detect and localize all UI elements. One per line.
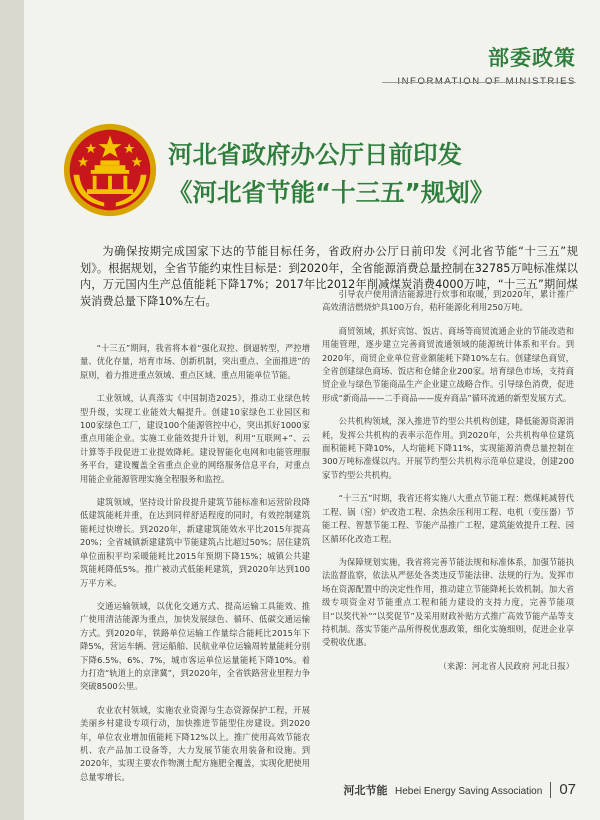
article-headline: [168, 136, 578, 212]
footer-publication-cn: 河北节能: [343, 783, 388, 797]
article-intro: 为确保按期完成国家下达的节能目标任务，省政府办公厅日前印发《河北省节能“十三五”规划》。根据规划，全省节能约束性目标是：到2020年，全省能源消费总量控制在32785万吨标准煤以内，万元国内生产总值能耗下降17%；2017年比2012年削减煤炭消费4000万吨，“十三五”期间煤炭消费总量下降10%左右。: [80, 245, 578, 308]
article-column-left: [80, 342, 310, 794]
section-title: 部委政策: [488, 46, 576, 70]
paragraph: 农业农村领域，实施农业资源与生态资源保护工程，开展美丽乡村建设专项行动，加快推进节能型住房建设。到2020年，单位农业增加值能耗下降12%以上。推广使用高效节能农机、农产品加工设备等，大力发展节能农用装备和设施。到2020年，实现主要农作物测土配方施肥全覆盖，实现化肥使用总量零增长。: [80, 704, 310, 782]
national-emblem-icon: [62, 122, 158, 218]
footer-publication-en: Hebei Energy Saving Association: [395, 785, 543, 797]
paragraph: 为保障规划实施，我省将完善节能法规和标准体系，加强节能执法监督监察，依法从严惩处各类违反节能法律、法规的行为。发挥市场在资源配置中的决定性作用，推动建立节能降耗长效机制。加大省级专项资金对节能重点工程和能力建设的支持力度，完善节能项目“以奖代补”“以奖促节”及采用财政补贴方式推广高效节能产品等支持机制。落实节能产品所得税优惠政策，细化实施细则，促进企业享受税收优惠。: [322, 556, 574, 648]
headline-line-2: 《河北省节能“十三五”规划》: [168, 178, 495, 207]
headline-line-1: 河北省政府办公厅日前印发: [168, 140, 462, 169]
paragraph: 交通运输领域，以优化交通方式、提高运输工具能效、推广使用清洁能源为重点，加快发展绿色、循环、低碳交通运输方式。到2020年，铁路单位运输工作量综合能耗比2015年下降5%，营运车辆、营运船舶、民航业单位运输周转量能耗分别下降6.5%、6%、7%，城市客运单位运量能耗下降10%。着力打造“轨道上的京津冀”，到2020年，全省铁路营业里程力争突破8500公里。: [80, 600, 310, 692]
paragraph: 公共机构领域，深入推进节约型公共机构创建，降低能源资源消耗，发挥公共机构的表率示范作用。到2020年，公共机构单位建筑面积能耗下降10%，人均能耗下降11%，实现能源消费总量控制在300万吨标准煤以内。开展节约型公共机构示范单位建设，创建200家节约型公共机构。: [322, 416, 574, 480]
article-column-right: [322, 288, 574, 683]
section-divider: [382, 82, 576, 83]
footer-divider: [550, 782, 551, 798]
footer-publication: [344, 782, 543, 798]
paragraph: “十三五”时期，我省还将实施八大重点节能工程：燃煤耗减替代工程、锅（窑）炉改造工程、余热余压利用工程、电机（变压器）节能工程、智慧节能工程、节能产品推广工程、建筑能效提升工程、园区循环化改造工程。: [322, 493, 574, 544]
page-number: 07: [559, 781, 576, 798]
side-bar: [0, 0, 24, 820]
paragraph: 工业领域，认真落实《中国制造2025》，推动工业绿色转型升级，实现工业能效大幅提升。创建10家绿色工业园区和100家绿色工厂，建设100个能源管控中心，突出抓好1000家重点用能企业。实施工业能效提升计划，利用“互联网+”、云计算等手段促进工业提效降耗。建设智能化电网和电能管理服务平台，建设覆盖全省重点企业的网络服务信息平台，对重点用能企业能源管理实施全程服务和监控。: [80, 393, 310, 484]
article-source: （来源：河北省人民政府 河北日报）: [438, 660, 574, 671]
paragraph: 建筑领域，坚持设计阶段提升建筑节能标准和运营阶段降低建筑能耗并重，在达到同样舒适程度的同时，有效控制建筑能耗过快增长。到2020年，新建建筑能效水平比2015年提高20%；全省城镇新建建筑中节能建筑占比超过50%；居住建筑单位面积平均采暖能耗比2015年预期下降15%；城镇公共建筑能耗降低5%。推广被动式低能耗建筑，到2020年达到100万平方米。: [80, 497, 310, 588]
section-header: [397, 42, 576, 87]
paragraph: 商贸领域，抓好宾馆、饭店、商场等商贸流通企业的节能改造和用能管理，逐步建立完善商贸流通领域的能源统计体系和平台。到2020年，商贸企业单位营业额能耗下降10%左右。创建绿色商贸，全省创建绿色商场、饭店和仓储企业200家。培育绿色市场，支持商贸企业与绿色节能商品生产企业建立战略合作。引导绿色消费，促进形成“新商品——二手商品——废弃商品”循环流通的新型发展方式。: [322, 325, 574, 403]
paragraph: 引导农户使用清洁能源进行炊事和取暖，到2020年，累计推广高效清洁燃烧炉具100万台，秸秆能源化利用250万吨。: [322, 289, 574, 313]
paragraph: “十三五”期间，我省将本着“强化双控、倒逼转型，严控增量、优化存量，培育市场、创新机制，突出重点、全面推进”的原则，着力推进重点领域、重点区域、重点用能单位节能。: [80, 343, 310, 380]
page-footer: [344, 781, 577, 798]
